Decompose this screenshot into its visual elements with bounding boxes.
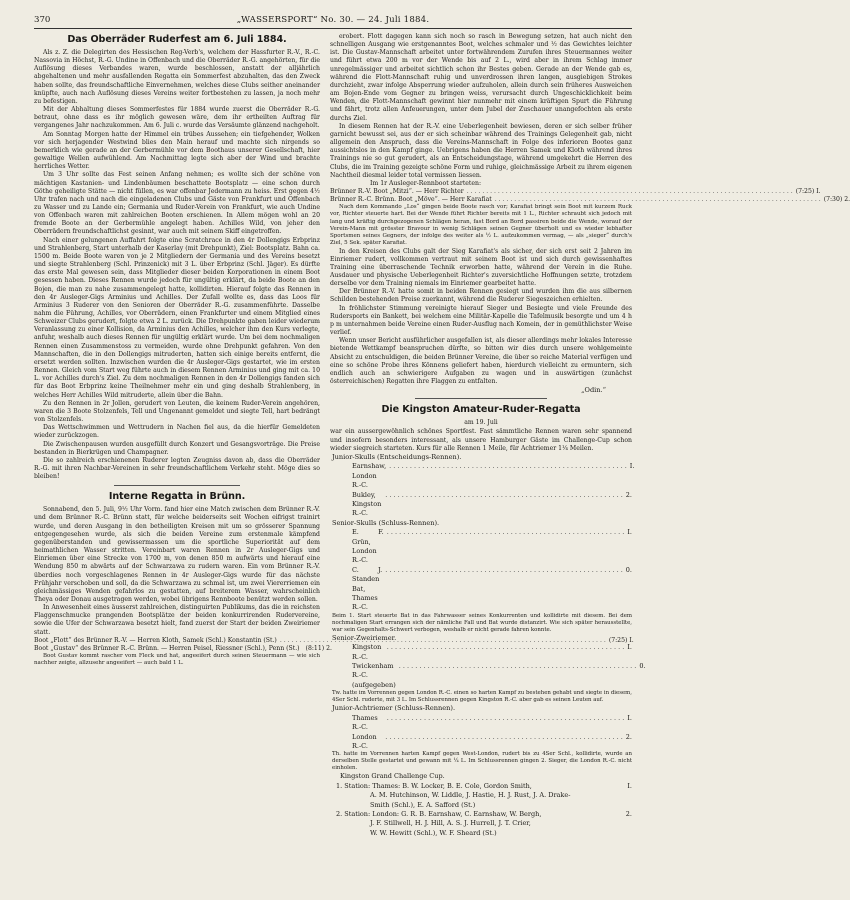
station-row <box>330 791 632 800</box>
kingston-results <box>330 452 646 838</box>
paragraph: Wenn unser Bericht ausführlicher ausgefallen ist, als dieser allerdings mehr lokales Interesse bietende Wettkampf beanspruchen dürfte, so bitten wir dies durch unsere wohlgemeinte Absicht zu entschuldigen, die beiden Brünner Vereine, die über so reiche Material verfügen und eine so schöne Probe ihres Könnens geliefert haben, hierdurch vielleicht zu ermuntern, sich endlich auch an schwierigere Aufgaben zu wagen und in auswärtigen (zunächst österreichischen) Regatten ihre Flaggen zu entfalten. <box>330 337 632 385</box>
station-row <box>330 782 632 791</box>
station-text: 1. Station: Thames: B. W. Locker, B. E. Cole, Gordon Smith, <box>336 781 532 790</box>
paragraph: In fröhlichster Stimmung vereinigte hierauf Sieger und Besiegte und viele Freunde des Rudersports ein Bankett, bei welchem eine Militär-Kapelle die Tafelmusik besorgte und um 4 h p m unternahmen beide Vereine einen Ruder-Ausflug nach Komein, der in gemüthlichster Weise verlief. <box>330 304 632 337</box>
crew-name: Thames R.-C. <box>352 713 378 732</box>
crew-name: E. F. Grün, London R.-C. <box>352 528 384 565</box>
crew-row <box>330 491 632 519</box>
crew-position: 2. <box>625 490 632 499</box>
article-continuation <box>330 33 632 180</box>
crew-position: 0. <box>625 565 632 574</box>
entry-result: (7:30) 2. <box>823 196 850 204</box>
paragraph: In den Kreisen des Clubs galt der Sieg Karafiat's als sicher, der sich erst seit 2 Jahren im Einriemer rudert, vollkommen vertraut mit seinem Boot ist und sich durch gewissenhaftes Training eine überraschende Technik erworben hatte, während der Verein in die Ruhe. Ausdauer und physische Ueberlegenheit Richter's zuversichtliche Hoffnungen setzte, trotzdem derselbe vor dem Training niemals im Einriemer gearbeitet hatte. <box>330 247 632 288</box>
race2-note: Nach dem Kommando „Los“ gingen beide Boote rasch vor; Karafiat bringt sein Boot mit kurzem Ruck vor, Richter steuerte hart. Bei der Wende führt Richter bereits mit 1 L., Richter schraubt sich jedoch mit lang und kräftig durchgezogenen Schlägen heran, fast Bord an Bord passiren beide die Wende, worauf der Verein-Mann mit grösster Bravour in wenig Schlägen seinen Gegner überholt und es wieder lebhafter Sportsmen seines Gegners, der infolge des weiter als ½ L. aufzukommen vermag, — als „sieger“ durch's Ziel, 5 Sek. später Karafiat. <box>330 204 632 247</box>
crew-row <box>330 662 646 690</box>
event-title: Senior-Zweiriemer. <box>332 633 397 642</box>
leader-dots <box>467 188 793 196</box>
crew-position: I. <box>627 528 632 537</box>
paragraph: Sonnabend, den 5. Juli, 9½ Uhr Vorm. fand hier eine Match zwischen dem Brünner R.-V. und dem Brünner R.-C. Brünn statt, für welche beiderseits seit Wochen eifrigst trainirt wurde, und deren Ausgang in den betheiligten Kreisen mit um so grösserer Spannung entgegengesehen wurde, als sich die beiden Vereine zum erstenmale kämpfend gegenüberstanden und gewissermassen um die sportliche Superiorität auf dem heimathlichen Wasser stritten. Vereinbart waren Rennen in 2r Ausleger-Gigs und Einriemen über eine Strecke von 1700 m, von denen 850 m aufwärts und hierauf eine Wendung 850 m abwärts auf der Schwarzawa zu rudern waren. Ein vom Brünner R.-V. überdies noch vorgeschlagenes Rennen in 4r Ausleger-Gigs wurde für das nächste Frühjahr verschoben und soll, da die Schwarzawa zu schmal ist, um zwei Viererriemen ein gleichmässiges Wenden gefahrlos zu gestatten, auf breiterem Wasser, wahrscheinlich Theya oder Donau ausgetragen werden, wobei übrigens Rennboote benützt werden sollen. <box>34 506 320 603</box>
paragraph: Nach einer gelungenen Auffahrt folgte eine Scratchrace in den 4r Dollengigs Erbprinz und Strahlenberg, Start unterhalb der Kaserlay (mit Drehpunkt), Ziel: Bootsplatz. Bahn ca. 1500 m. Beide Boote waren von je 2 Mitgliedern der Germania und des Vereins besetzt und siegte Strahlenberg (Schl. Prinzenick) mit 3 L. über Erbprinz (Schl. Jäger). Es dürfte das erste Mal gewesen sein, dass Mitglieder dieser beiden Korporationen in einem Boot gesessen haben. Dieses Rennen wurde jedoch für ungültig erklärt, da beide Boote an den Bojen, die man zu nahe zusammengelegt hatte, kollidirten. Hierauf folgte das Rennen in den 4r Ausleger-Gigs Arminius und Achilles. Der Zufall wollte es, dass das Loos für Arminius 3 Ruderer von den Senioren der Oberräder R.-G. zusammenführte. Dasselbe nahm die Führung, Achilles, vor Oberrädern, einen Frankfurter und einem Mitglied eines Schweizer Clubs gerudert, folgte etwa 2 L. zurück. Die Drehpunkte gaben leider wiederum Veranlassung zu einer Kollision, da Arminius den Achilles, welcher ihm den Kurs verlegte, anfuhr, weshalb auch dieses Rennen für ungültig erklärt wurde. Um bei dem nochmaligen Rennen einen Zusammenstoss zu vermeiden, wurde ohne Drehpunkt gefahren. Von den Mannschaften, die in den Dollengigs mitruderten, hatten sich einige bereits entfernt, die ersetzt werden sollten. Inzwischen wurden die 4r Ausleger-Gigs gestartet, wie im ersten Rennen. Gleich vom Start weg führte auch in diesem Rennen Arminius und ging mit ca. 10 L. vor Achilles durch's Ziel. Zu dem nochmaligen Rennen in den 4r Dollengigs fanden sich für das Boot Erbprinz keine Theilnehmer mehr ein und ging deshalb Strahlenberg, in welches Herr Achilles Wild mitruderte, allein über die Bahn. <box>34 236 320 399</box>
paragraph: In diesem Rennen hat der R.-V. eine Ueberlegenheit bewiesen, deren er sich selber früher garnicht bewusst sei, aus der er sich scheinbar während des Trainings Gelegenheit gab, nicht allgemein den Anspruch, dass die Vereins-Mannschaft in Folge des inferioren Bootes ganz aussichtslos in den Kampf ginge. Uebrigens haben die Herren Samek und Kloth während ihres Trainings nie so gut gerudert, als an Entscheidungstage, während umgekehrt die Herren des Clubs, die im Training gezeigte schöne Form und ruhige, gleichmässige Arbeit zu ihrem eigenen Nachtheil diesmal leider total vermissen liessen. <box>330 122 632 179</box>
entry-text: Brünner R.-C. Brünn. Boot „Möve“. — Herr Karafiat <box>330 196 492 204</box>
entry-text: Brünner R.-V. Boot „Mitzi“. — Herr Richter <box>330 187 464 195</box>
race-note-bruenn: Boot Gustav kommt rascher vom Fleck und hat, angeeifert durch seinen Steuermann — wie sich nachher zeigte, allzusehr angeeifert — auch bald 1 L. <box>34 653 320 667</box>
crew-name: Kingston R.-C. <box>352 643 382 661</box>
article-title-bruenn: Interne Regatta in Brünn. <box>108 491 246 503</box>
station-text: W. W. Hewitt (Schl.), W. F. Sheard (St.) <box>370 828 497 837</box>
crew-position: I. <box>627 643 632 652</box>
paragraph: Der Brünner R.-V. hatte somit in beiden Rennen gesiegt und wurden ihm die aus silbernen Schilden bestehenden Preise zuerkannt, während die Ruderer Siegeszeichen erhielten. <box>330 288 632 304</box>
station-row <box>330 801 632 810</box>
crew-position: I. <box>629 462 635 471</box>
station-row <box>330 819 632 828</box>
race-entry <box>34 644 332 653</box>
article-conclusion <box>330 248 632 387</box>
event-note: Tw. hatte im Vorrennen gegen London R.-C. einen so harten Kampf zu bestehen gehabt und siegte in diesem, 4Ser Schl. ruderte, mit 3 L. Im Schlussrennen gegen Kingston R.-C. aber gab es seinen Leuten auf. <box>332 690 632 704</box>
event-note: Th. hatte im Vorrennen harten Kampf gegen West-London, rudert bis zu 4Ser Schl., kollidirte, wurde an derselben Stelle gestartet und gewann mit ¼ L. Im Schlussrennen gingen 2. Sieger, die London R.-C. nicht einholen. <box>332 751 632 772</box>
cup-title: Kingston Grand Challenge Cup. <box>340 772 445 781</box>
page-header <box>34 14 632 27</box>
article-title-kingston: Die Kingston Amateur-Ruder-Regatta <box>381 404 581 416</box>
article-body-oberrad <box>34 49 320 481</box>
leader-dots <box>385 566 623 613</box>
crew-row <box>330 714 632 733</box>
leader-dots <box>387 643 625 662</box>
race-entry <box>330 187 821 196</box>
kingston-intro: war ein aussergewöhnlich schönes Sportfest. Fast sämmtliche Rennen waren sehr spannend und insofern besonders interessant, als unsere Hamburger Gäste im Challenge-Cup schon wieder siegreich starteten. Kurs für alle Rennen 1 Meile, für Achtriemer 1¼ Meilen. <box>330 428 632 452</box>
running-head: „WASSERSPORT“ No. 30. — 24. Juli 1884. <box>236 15 430 25</box>
station-row <box>330 829 632 838</box>
station-position: 2. <box>625 809 632 818</box>
crew-row <box>330 528 632 566</box>
crew-row <box>330 643 632 662</box>
header-rule <box>34 28 632 29</box>
station-text: A. M. Hutchinson, W. Liddle, J. Hastie, H. J. Rust, J. A. Drake- <box>370 791 571 800</box>
crew-row <box>330 733 632 752</box>
paragraph: In Anwesenheit eines äusserst zahlreichen, distinguirten Publikums, das die in reichsten Flaggenschmucke prangenden Bootsplätze der beiden konkurrirenden Rudervereine, sowie die Ufer der Schwarzawa besetzt hielt, fand zuerst der Start der beiden Zweiriemer statt. <box>34 604 320 636</box>
paragraph: Als z. Z. die Delegirten des Hessischen Reg-Verb's, welchem der Hassfurter R.-V., R.-C. Nassovia in Höchst, R.-G. Undine in Offenbach und die Oberräder R.-G. angehörten, für die Auflösung dieses Verbandes waren, wurde beschlossen, anstatt der alljährlich abgehaltenen und mehr ausfallenden Regatta ein Sommerfest abzuhalten, das den Zweck haben sollte, das freundschaftliche Einvernehmen, welches diese Clubs seither aneinander knüpfte, auch nach Auflösung dieses Vereins weiter fortbestehen zu lassen, ja noch mehr zu befestigen. <box>34 49 320 105</box>
right-column <box>330 33 850 894</box>
station-text: 2. Station: London: G. R. B. Earnshaw, C. Earnshaw, W. Bergh, <box>336 809 542 818</box>
article-separator-2 <box>415 398 548 399</box>
station-row <box>330 810 632 819</box>
paragraph: Das Wettschwimmen und Wettrudern in Nachen fiel aus, da die hierfür Gemeldeten wieder zurückzogen. <box>34 424 320 440</box>
crew-position: 0. <box>639 662 646 671</box>
kingston-date: am 19. Juli <box>464 419 498 427</box>
leader-dots <box>385 733 623 752</box>
leader-dots <box>389 462 627 490</box>
event-title: Junior-Skulls (Entscheidungs-Rennen). <box>332 452 462 461</box>
race2-heading: Im 1r Ausleger-Rennboot starteten: <box>370 179 482 187</box>
article-body-bruenn <box>34 506 320 637</box>
event-note: Beim 1. Start steuerte Bat in das Fahrwasser seines Konkurrenten und kollidirte mit diesem. Bei dem nochmaligen Start errangen sich der nämliche Fall und Bat wurde distanzirt. Wie sich später herausstellte, war sein Gegenhalts-Schwert verbogen, weshalb er nicht gerade fahren konnte. <box>332 612 632 633</box>
crew-name: London R.-C. <box>352 732 377 750</box>
entry-text: Boot „Gustav“ des Brünner R.-C. Brünn. — Herren Peisel, Riessner (Schl.), Penn (St.) <box>34 644 300 652</box>
crew-position: 2. <box>625 732 632 741</box>
station-position: I. <box>627 781 632 790</box>
paragraph: Die so zahlreich erschienenen Ruderer legten Zeugniss davon ab, dass die Oberräder R.-G. mit ihren Nachbar-Vereinen in sehr freundschaftlichem Verkehr steht. Möge dies so bleiben! <box>34 456 320 481</box>
event-title: Senior-Skulls (Schluss-Rennen). <box>332 518 440 527</box>
entry-text: Boot „Flott“ des Brünner R.-V. — Herren Kloth, Samek (Schl.) Konstantin (St.) <box>34 636 277 644</box>
article-title-oberrad: Das Oberräder Ruderfest am 6. Juli 1884. <box>67 34 287 45</box>
crew-name: Earnshaw, London R.-C. <box>352 462 387 490</box>
entry-result: (7:25) I. <box>608 636 634 644</box>
leader-dots <box>387 528 625 566</box>
author-signature: „Odin.“ <box>581 386 606 395</box>
station-text: Smith (Schl.), E. A. Safford (St.) <box>370 800 476 809</box>
paragraph: Am Sonntag Morgen hatte der Himmel ein trübes Aussehen; ein tiefgehender, Wolken vor sich herjagender Westwind blies den Main herauf und machte sich nirgends so bemerklich wie gerade an der Gerbermühle vor dem Boothaus unserer Gesellschaft, hier gewaltige Wellen aufwühlend. Am Nachmittag legte sich aber der Wind und brachte herrliches Wetter. <box>34 130 320 171</box>
paragraph: Um 3 Uhr sollte das Fest seinen Anfang nehmen; es wollte sich der schöne von mächtigen Kastanien- und Lindenbäumen beschattete Bootsplatz — eine schon durch Göthe geheiligte Stätte — nicht füllen, es war offenbar Jedermann zu heiss. Erst gegen 4½ Uhr trafen nach und nach die eingeladenen Clubs und Gäste von Frankfurt und Offenbach zu Wasser und zu Lande ein; Germania und Ruder-Verein von Frankfurt, wie auch Undine von Offenbach waren mit zahlreichen Booten erschienen. In Allem mögen wohl an 20 fremde Boote an der Gerbermühle angelegt haben. Achilles Wild, von jeher den Oberrädern freundschaftlichst gesinnt, war auch mit seinem Skiff eingetroffen. <box>34 171 320 236</box>
paragraph: Mit der Abhaltung dieses Sommerfestes für 1884 wurde zuerst die Oberräder R.-G. betraut, ohne dass es ihr möglich gewesen wäre, dem ihr ertheilten Auftrag für vergangenes Jahr nachzukommen. Am 6. Juli c. wurde das Versäumte glänzend nachgeholt. <box>34 106 320 130</box>
station-text: J. F. Stillwell, H. J. Hill, A. S. J. Hurrell, J. T. Crier, <box>370 819 531 828</box>
race2-entries <box>330 187 850 204</box>
crew-position: I. <box>627 713 632 722</box>
crew-row <box>330 566 632 613</box>
entry-result: (8:11) 2. <box>305 644 332 652</box>
page-number: 370 <box>34 15 51 25</box>
entry-result: (7:25) I. <box>795 187 821 195</box>
crew-row <box>330 462 635 490</box>
crew-name: Bukley, Kingston R.-C. <box>352 490 382 518</box>
crew-name: C. J. Standen Bat, Thames R.-C. <box>352 565 383 612</box>
paragraph: erobert. Flott dagegen kann sich noch so rasch in Bewegung setzen, hat auch nicht den schnelligen Ausgang wie erstgenanntes Boot, welches schmaler und ½ das Gewichtes leichter ist. Die Gustav-Mannschaft arbeitet unter fortwährendem Zurufen ihres Steuermannes weiter und führt etwa 200 m vor der Wende bis auf 2 L., wird aber in ihrem Schlag immer unregelmässiger und arbeitet sichtlich schon ihr Bestes geben. Gerade an der Wende gab es, während die Flott-Mannschaft ruhig und unverdrossen ihren langen, ausgiebigen Strokes durchzieht, zwar infolge Absperrung wieder aufzuholen, allein durch sein früheres Ausweichen am Bojen-Ende vom Gegner zu bringen weiss, verursacht durch Ungeschicklichkeit beim Wenden, die Flott-Mannschaft gewinnt hier nunmehr mit einem kräftigen Spurt die Führung und fährt, trotz allen Anfeuerungen, unter dem Jubel der Zuschauer unangefochten als erste durchs Ziel. <box>330 33 632 122</box>
leader-dots <box>385 491 623 519</box>
leader-dots <box>387 714 625 733</box>
paragraph: Die Zwischenpausen wurden ausgefüllt durch Konzert und Gesangsvorträge. Die Preise bestanden in Bierkrügen und Champagner. <box>34 440 320 456</box>
event-title: Junior-Achtriemer (Schluss-Rennen). <box>332 704 456 713</box>
paragraph: Zu den Rennen in 2r Jollen, gerudert von Leuten, die keinem Ruder-Verein angehören, waren die 3 Boote Stolzenfels, Tell und Ungenannt gemeldet und siegte Tell, hart bedrängt von Stolzenfels. <box>34 399 320 424</box>
leader-dots <box>399 662 637 690</box>
article-separator <box>114 485 240 486</box>
crew-name: Twickenham R.-C. (aufgegeben) <box>352 662 396 689</box>
